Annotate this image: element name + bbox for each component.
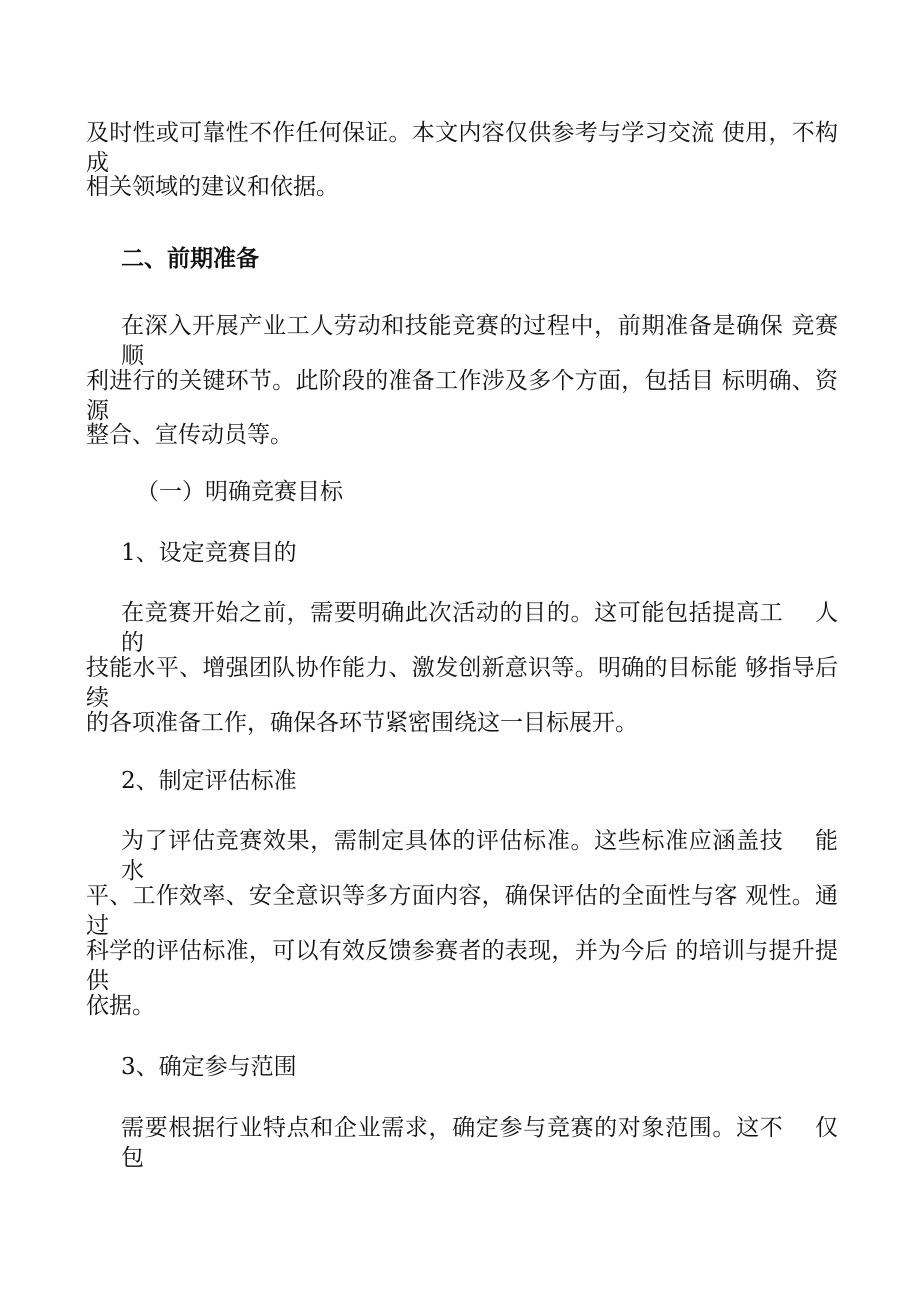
body-text-line: 在竞赛开始之前，需要明确此次活动的目的。这可能包括提高工 人的 — [121, 600, 838, 656]
list-item-heading: 3、确定参与范围 — [121, 1054, 297, 1080]
body-text-line: 整合、宣传动员等。 — [86, 422, 293, 448]
body-text-line: 科学的评估标准，可以有效反馈参赛者的表现，并为今后 的培训与提升提供 — [86, 938, 838, 994]
subsection-heading: （一）明确竞赛目标 — [136, 479, 343, 505]
body-text-line: 利进行的关键环节。此阶段的准备工作涉及多个方面，包括目 标明确、资源 — [86, 368, 838, 424]
body-text-line: 平、工作效率、安全意识等多方面内容，确保评估的全面性与客 观性。通过 — [86, 883, 838, 939]
body-text-line: 及时性或可靠性不作任何保证。本文内容仅供参考与学习交流 使用，不构成 — [86, 120, 838, 176]
body-text-line: 为了评估竞赛效果，需制定具体的评估标准。这些标准应涵盖技 能水 — [121, 828, 838, 884]
body-text-line: 相关领域的建议和依据。 — [86, 174, 339, 200]
list-item-heading: 1、设定竞赛目的 — [121, 540, 297, 566]
body-text-line: 技能水平、增强团队协作能力、激发创新意识等。明确的目标能 够指导后续 — [86, 655, 838, 711]
body-text-line: 依据。 — [86, 993, 155, 1019]
body-text-line: 在深入开展产业工人劳动和技能竞赛的过程中，前期准备是确保 竞赛顺 — [121, 313, 838, 369]
body-text-line: 的各项准备工作，确保各环节紧密围绕这一目标展开。 — [86, 710, 638, 736]
section-heading: 二、前期准备 — [121, 246, 259, 272]
list-item-heading: 2、制定评估标准 — [121, 768, 297, 794]
body-text-line: 需要根据行业特点和企业需求，确定参与竞赛的对象范围。这不 仅包 — [121, 1115, 838, 1171]
